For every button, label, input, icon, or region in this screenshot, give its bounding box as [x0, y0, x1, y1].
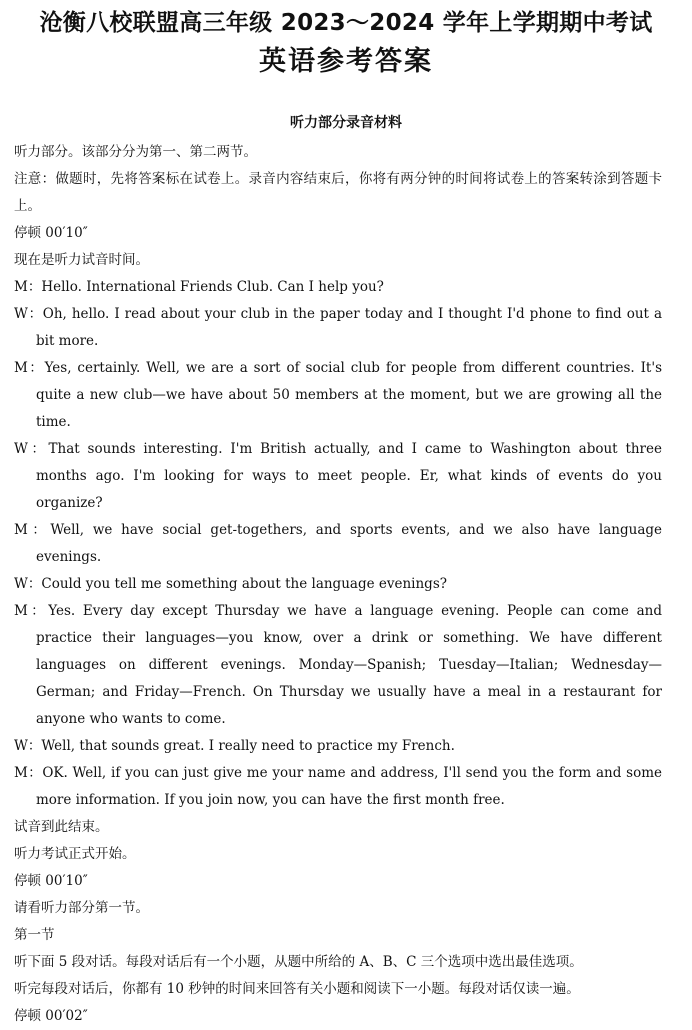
dialogue-line [14, 760, 662, 814]
utterance: Well, we have social get-togethers, and sports events, and we also have language evenings. [36, 522, 663, 565]
section-heading: 听力部分录音材料 [290, 115, 402, 131]
speaker-label: M： [14, 279, 42, 295]
speaker-label: M： [14, 360, 45, 376]
section-one-heading: 第一节 [14, 927, 55, 943]
utterance: Oh, hello. I read about your club in the paper today and I thought I'd phone to find out a bit more. [36, 306, 662, 349]
utterance: Yes. Every day except Thursday we have a language evening. People can come and practice their languages—you know, over a drink or something. We have different languages on different evenings. Monday—Spanish; Tuesday—Italian; Wednesday—German; and Friday—French. On Thursday we usually have a meal in a restaurant for anyone who wants to come. [36, 603, 662, 727]
section-one-instruction: 听下面 5 段对话。每段对话后有一个小题，从题中所给的 A、B、C 三个选项中选出最佳选项。 [14, 954, 583, 970]
section-one-instruction-2: 听完每段对话后，你都有 10 秒钟的时间来回答有关小题和阅读下一小题。每段对话仅读一遍。 [14, 981, 580, 997]
answer-key-title: 英语参考答案 [259, 46, 433, 77]
utterance: Hello. International Friends Club. Can I help you? [41, 279, 384, 295]
utterance: Well, that sounds great. I really need to practice my French. [41, 738, 455, 754]
speaker-label: M： [14, 522, 51, 538]
speaker-label: W： [14, 441, 49, 457]
speaker-label: M： [14, 765, 43, 781]
speaker-label: W： [14, 306, 43, 322]
speaker-label: W： [14, 738, 42, 754]
test-end-line: 试音到此结束。 [14, 819, 109, 835]
dialogue-line [14, 733, 662, 760]
section-one-prompt: 请看听力部分第一节。 [14, 900, 149, 916]
test-start-line: 现在是听力试音时间。 [14, 252, 149, 268]
instruction-line: 注意：做题时，先将答案标在试卷上。录音内容结束后，你将有两分钟的时间将试卷上的答案转涂到答题卡上。 [14, 171, 662, 214]
speaker-label: W： [14, 576, 42, 592]
dialogue-line [14, 517, 662, 571]
pause-line: 停顿 00′02″ [14, 1008, 88, 1024]
intro-line: 听力部分。该部分分为第一、第二两节。 [14, 144, 257, 160]
utterance: Could you tell me something about the language evenings? [41, 576, 447, 592]
exam-start-line: 听力考试正式开始。 [14, 846, 136, 862]
dialogue-line [14, 355, 662, 436]
pause-line: 停顿 00′10″ [14, 873, 88, 889]
dialogue-line [14, 598, 662, 733]
speaker-label: M： [14, 603, 49, 619]
transcript-body [14, 139, 662, 1030]
dialogue-line [14, 436, 662, 517]
utterance: Yes, certainly. Well, we are a sort of social club for people from different countries. It's quite a new club—we have about 50 members at the moment, but we are growing all the time. [36, 360, 663, 430]
exam-title: 沧衡八校联盟高三年级 2023～2024 学年上学期期中考试 [39, 10, 653, 36]
dialogue-line [14, 274, 662, 301]
dialogue-line [14, 571, 662, 598]
utterance: That sounds interesting. I'm British actually, and I came to Washington about three months ago. I'm looking for ways to meet people. Er, what kinds of events do you organize? [36, 441, 662, 511]
dialogue-line [14, 301, 662, 355]
pause-line: 停顿 00′10″ [14, 225, 88, 241]
utterance: OK. Well, if you can just give me your name and address, I'll send you the form and some more information. If you join now, you can have the first month free. [36, 765, 663, 808]
